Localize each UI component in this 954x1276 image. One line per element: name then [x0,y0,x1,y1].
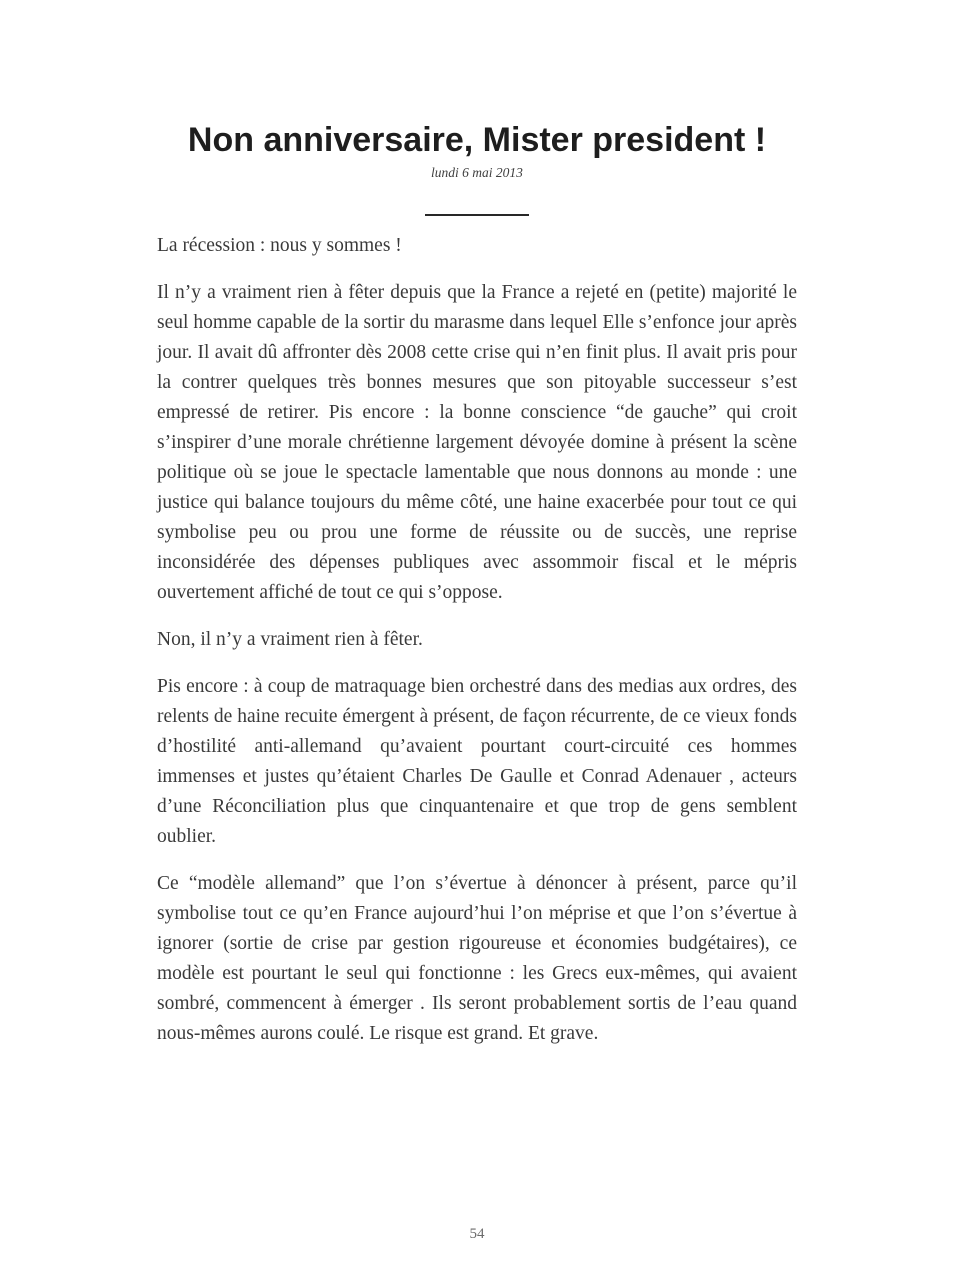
paragraphs-container [157,278,797,1049]
paragraph: Pis encore : à coup de matraquage bien orchestré dans des medias aux ordres, des relents de haine recuite émergent à présent, de façon récurrente, de ce vieux fonds d’hostilité anti-allemand qu’avaient pourtant court-circuité ces hommes immenses et justes qu’étaient Charles De Gaulle et Conrad Adenauer , acteurs d’une Réconciliation plus que cinquantenaire et que trop de gens semblent oublier. [157,676,797,847]
intro-line: La récession : nous y sommes ! [157,235,402,256]
paragraph: Ce “modèle allemand” que l’on s’évertue à dénoncer à présent, parce qu’il symbolise tout ce qu’en France aujourd’hui l’on méprise et que l’on s’évertue à ignorer (sortie de crise par gestion rigoureuse et économies budgétaires), ce modèle est pourtant le seul qui fonctionne : les Grecs eux-mêmes, qui avaient sombré, commencent à émerger . Ils seront probablement sortis de l’eau quand nous-mêmes aurons coulé. Le risque est grand. Et grave. [157,873,797,1044]
paragraph: Il n’y a vraiment rien à fêter depuis que la France a rejeté en (petite) majorité le seul homme capable de la sortir du marasme dans lequel Elle s’enfonce jour après jour. Il avait dû affronter dès 2008 cette crise qui n’en finit plus. Il avait pris pour la contrer quelques très bonnes mesures que son pitoyable successeur s’est empressé de retirer. Pis encore : la bonne conscience “de gauche” qui croit s’inspirer d’une morale chrétienne largement dévoyée domine à présent la scène politique où se joue le spectacle lamentable que nous donnons au monde : une justice qui balance toujours du même côté, une haine exacerbée pour tout ce qui symbolise peu ou prou une forme de réussite ou de succès, une reprise inconsidérée des dépenses publiques avec assommoir fiscal et le mépris ouvertement affiché de tout ce qui s’oppose. [157,282,797,603]
separator-line [425,214,529,216]
article-body [157,231,797,1049]
article-date: lundi 6 mai 2013 [431,165,523,180]
page-number: 54 [469,1226,485,1242]
paragraph: Non, il n’y a vraiment rien à fêter. [157,629,423,650]
article-title: Non anniversaire, Mister president ! [187,121,767,159]
